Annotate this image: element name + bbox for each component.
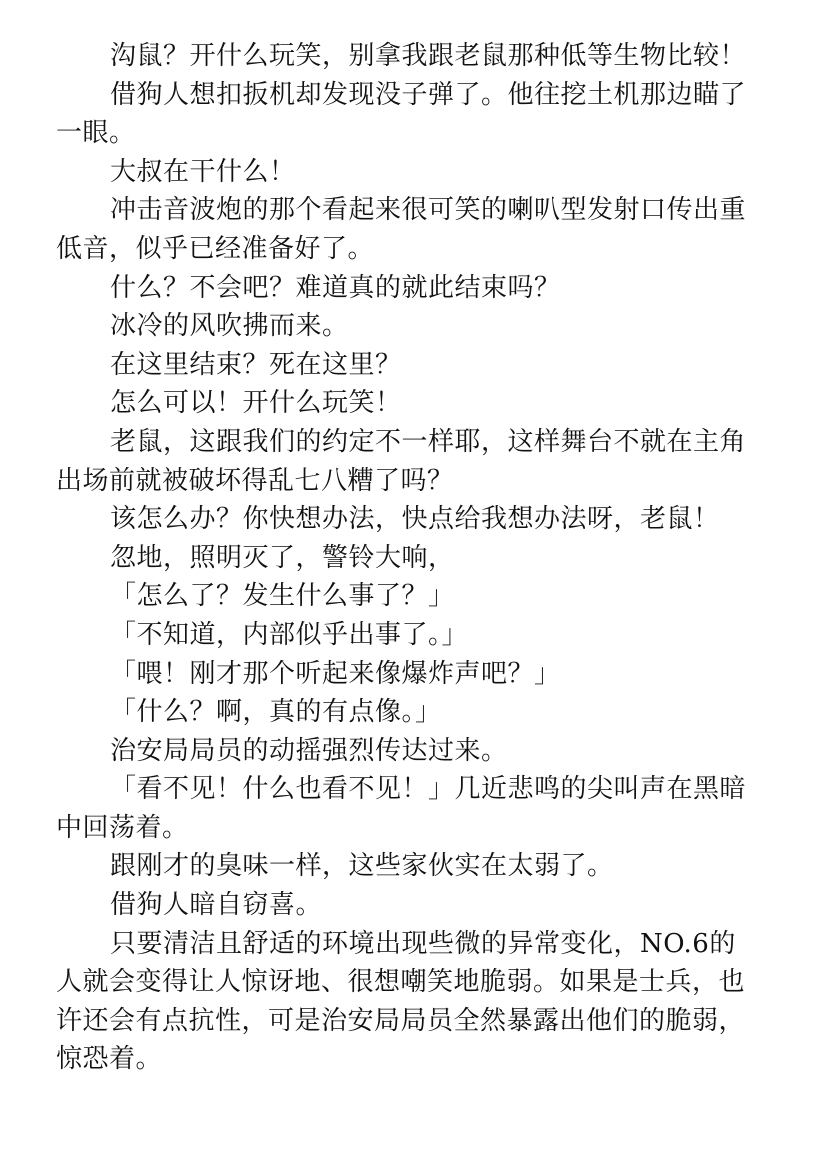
- paragraph: 老鼠，这跟我们的约定不一样耶，这样舞台不就在主角出场前就被破坏得乱七八糟了吗？: [56, 426, 747, 496]
- paragraph: 怎么可以！开什么玩笑！: [110, 388, 402, 419]
- paragraph: 什么？不会吧？难道真的就此结束吗？: [110, 272, 561, 303]
- dialogue-paragraph: 「看不见！什么也看不见！」几近悲鸣的尖叫声在黑暗中回荡着。: [56, 774, 747, 843]
- paragraph: 跟刚才的臭味一样，这些家伙实在太弱了。: [110, 851, 614, 882]
- paragraph: 该怎么办？你快想办法，快点给我想办法呀，老鼠！: [110, 504, 720, 535]
- dialogue-paragraph: 「喂！刚才那个听起来像爆炸声吧？」: [110, 658, 561, 689]
- paragraph: 治安局局员的动摇强烈传达过来。: [110, 735, 508, 766]
- paragraph: 借狗人想扣扳机却发现没子弹了。他往挖土机那边瞄了一眼。: [56, 79, 747, 149]
- paragraph: 冰冷的风吹拂而来。: [110, 311, 349, 342]
- paragraph: 借狗人暗自窃喜。: [110, 890, 323, 921]
- paragraph: 沟鼠？开什么玩笑，别拿我跟老鼠那种低等生物比较！: [110, 41, 747, 71]
- paragraph: 只要清洁且舒适的环境出现些微的异常变化，NO.6的人就会变得让人惊讶地、很想嘲笑地脆弱。如果是士兵，也许还会有点抗性，可是治安局局员全然暴露出他们的脆弱，惊恐着。: [56, 928, 746, 1075]
- dialogue-paragraph: 「怎么了？发生什么事了？」: [110, 581, 455, 612]
- paragraph: 在这里结束？死在这里？: [110, 349, 402, 380]
- paragraph: 忽地，照明灭了，警铃大响，: [110, 542, 455, 573]
- document-page: [56, 37, 756, 1079]
- paragraph: 冲击音波炮的那个看起来很可笑的喇叭型发射口传出重低音，似乎已经准备好了。: [56, 195, 747, 264]
- dialogue-paragraph: 「不知道，内部似乎出事了。」: [110, 619, 469, 650]
- paragraph: 大叔在干什么！: [110, 156, 296, 187]
- dialogue-paragraph: 「什么？啊，真的有点像。」: [110, 697, 442, 728]
